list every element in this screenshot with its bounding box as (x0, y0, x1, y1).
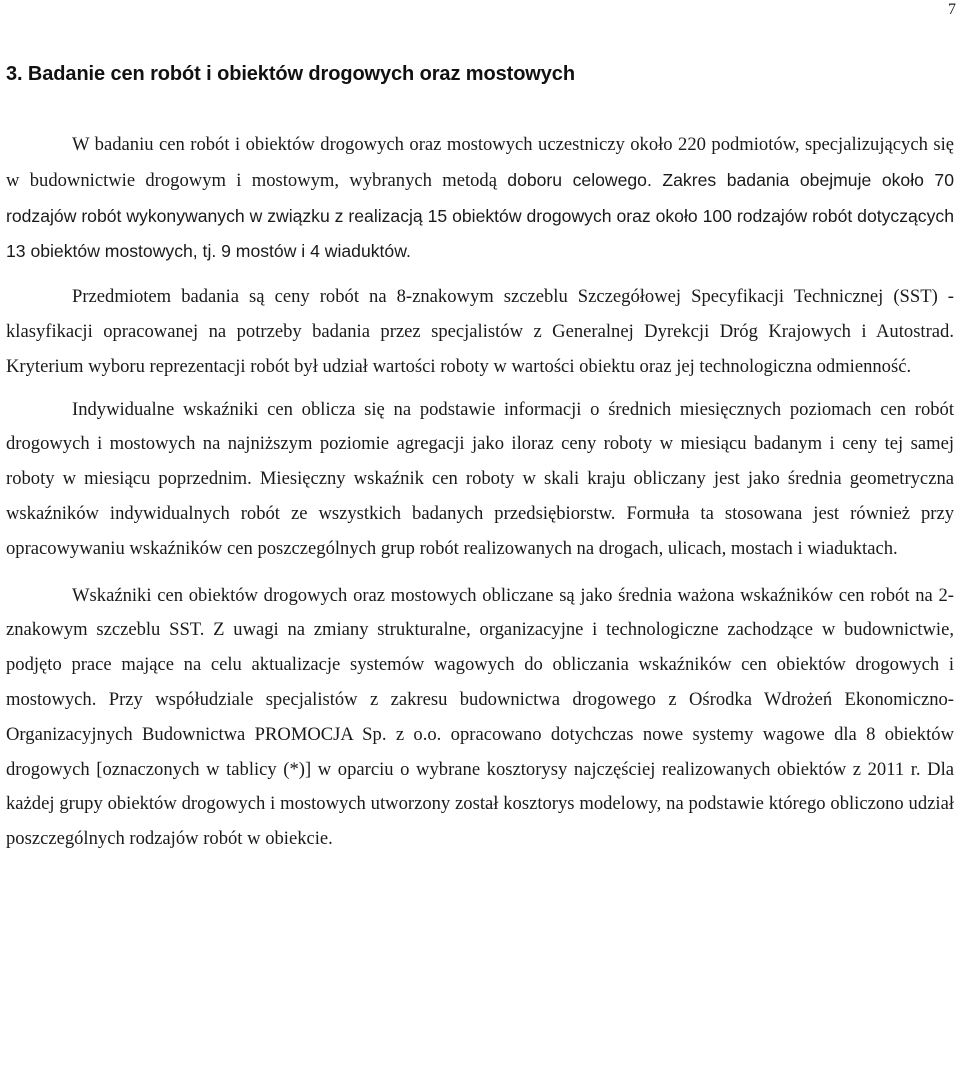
paragraph-1-segment-1: W badaniu cen robót i obiektów drogowych oraz mostowych uczestniczy około 220 podmiotów, specjalizujących się w budownictwie drogowym i mostowym, wybranych metodą (6, 134, 954, 191)
paragraph-3 (6, 393, 954, 567)
body-text (6, 128, 954, 867)
paragraph-4-text: Wskaźniki cen obiektów drogowych oraz mostowych obliczane są jako średnia ważona wskaźników cen robót na 2-znakowym szczeblu SST. Z uwagi na zmiany strukturalne, organizacyjne i technologiczne zachodzące w budownictwie, podjęto prace mające na celu aktualizacje systemów wagowych do obliczania wskaźników cen obiektów drogowych i mostowych. Przy współudziale specjalistów z zakresu budownictwa drogowego z Ośrodka Wdrożeń Ekonomiczno-Organizacyjnych Budownictwa PROMOCJA Sp. z o.o. opracowano dotychczas nowe systemy wagowe dla 8 obiektów drogowych [oznaczonych w tablicy (*)] w oparciu o wybrane kosztorysy najczęściej realizowanych obiektów z 2011 r. Dla każdej grupy obiektów drogowych i mostowych utworzony został kosztorys modelowy, na podstawie którego obliczono udział poszczególnych rodzajów robót w obiekcie. (6, 584, 954, 850)
paragraph-4 (6, 579, 954, 857)
section-heading: 3. Badanie cen robót i obiektów drogowych oraz mostowych (6, 63, 575, 85)
paragraph-3-text: Indywidualne wskaźniki cen oblicza się na podstawie informacji o średnich miesięcznych poziomach cen robót drogowych i mostowych na najniższym poziomie agregacji jako iloraz ceny roboty w miesiącu badanym i ceny tej samej roboty w miesiącu poprzednim. Miesięczny wskaźnik cen roboty w skali kraju obliczany jest jako średnia geometryczna wskaźników indywidualnych robót ze wszystkich badanych przedsiębiorstw. Formuła ta stosowana jest również przy opracowywaniu wskaźników cen poszczególnych grup robót realizowanych na drogach, ulicach, mostach i wiaduktach. (6, 398, 954, 559)
paragraph-2-text: Przedmiotem badania są ceny robót na 8-znakowym szczeblu Szczegółowej Specyfikacji Technicznej (SST) - klasyfikacji opracowanej na potrzeby badania przez specjalistów z Generalnej Dyrekcji Dróg Krajowych i Autostrad. Kryterium wyboru reprezentacji robót był udział wartości roboty w wartości obiektu oraz jej technologiczna odmienność. (6, 286, 954, 377)
page-number: 7 (948, 1, 956, 18)
paragraph-1-segment-2: doboru celowego. Zakres badania obejmuje około 70 rodzajów robót wykonywanych w związku z realizacją 15 obiektów drogowych oraz około 100 rodzajów robót dotyczących 13 obiektów mostowych, tj. 9 mostów i 4 wiaduktów. (6, 169, 954, 262)
paragraph-2 (6, 280, 954, 384)
paragraph-1 (6, 128, 954, 270)
